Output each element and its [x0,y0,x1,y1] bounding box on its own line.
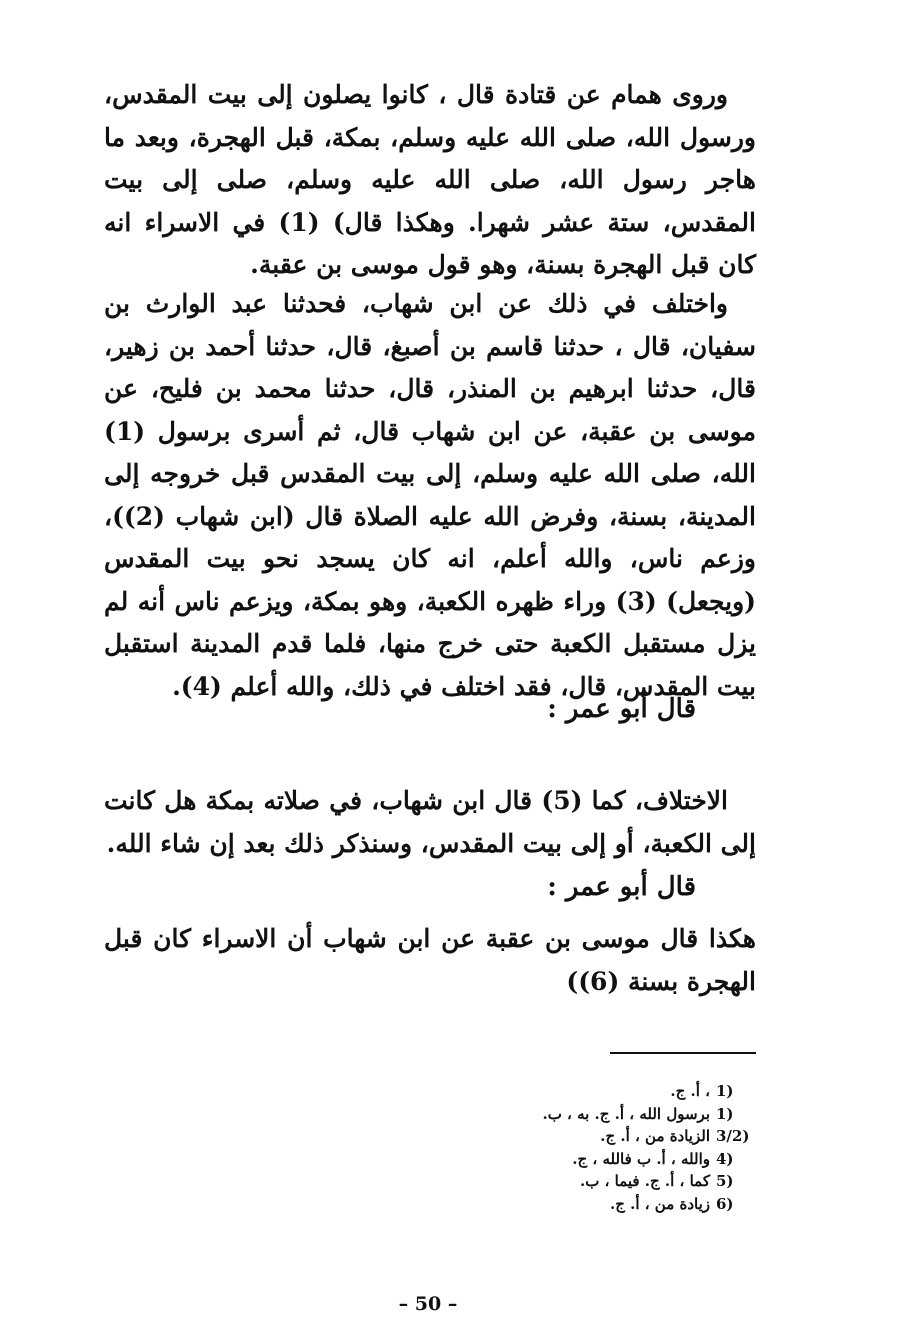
footnote-item [430,1170,756,1193]
footnote-number: 5) [716,1172,734,1190]
footnote-item [430,1080,756,1103]
footnote-item [430,1125,756,1148]
footnote-item [430,1103,756,1126]
paragraph-text: الاختلاف، كما (5) قال ابن شهاب، في صلاته بمكة هل كانت إلى الكعبة، أو إلى بيت المقدس، وسنذكر ذلك بعد إن شاء الله. [104,786,756,858]
footnote-item [430,1148,756,1171]
footnote-number: 3/2) [716,1127,750,1145]
footnote-number: 4) [716,1149,734,1168]
footnote-separator-rule [610,1052,756,1054]
paragraph-hammam-narration [104,74,756,287]
footnote-text: الزيادة من ، أ. ج. [600,1127,710,1145]
section-heading-abu-umar-second: قال أبو عمر : [547,872,696,902]
footnote-number: 1) [716,1104,734,1123]
footnotes-list [430,1080,756,1215]
paragraph-ikhtilaf [104,780,756,865]
footnote-text: والله ، أ. ب فالله ، ج. [572,1149,710,1168]
section-heading-abu-umar: قال أبو عمر : [547,694,696,724]
paragraph-text: وروى همام عن قتادة قال ، كانوا يصلون إلى بيت المقدس، ورسول الله، صلى الله عليه وسلم، بمكة، قبل الهجرة، وبعد ما هاجر رسول الله، صلى الله عليه وسلم، صلى إلى بيت المقدس، ستة عشر شهرا. وهكذا قال) (1) في الاسراء انه كان قبل الهجرة بسنة، وهو قول موسى بن عقبة. [104,80,756,279]
footnote-text: زيادة من ، أ. ج. [609,1194,710,1213]
paragraph-text: واختلف في ذلك عن ابن شهاب، فحدثنا عبد الوارث بن سفيان، قال ، حدثنا قاسم بن أصبغ، قال، حدثنا أحمد بن زهير، قال، حدثنا ابرهيم بن المنذر، قال، حدثنا محمد بن فليح، عن موسى بن عقبة، عن ابن شهاب قال، ثم أسرى برسول (1) الله، صلى الله عليه وسلم، إلى بيت المقدس قبل خروجه إلى المدينة، بسنة، وفرض الله عليه الصلاة قال (ابن شهاب (2))، وزعم ناس، والله أعلم، انه كان يسجد نحو بيت المقدس (ويجعل) (3) وراء ظهره الكعبة، وهو بمكة، ويزعم ناس أنه لم يزل مستقبل الكعبة حتى خرج منها، فلما قدم المدينة استقبل بيت المقدس، قال، فقد اختلف في ذلك، والله أعلم (4). [104,289,756,701]
footnote-text: كما ، أ. ج. فيما ، ب. [580,1172,710,1190]
paragraph-musa-ibn-uqba [104,918,756,1003]
footnote-item [430,1193,756,1216]
page-number: – 50 – [398,1293,458,1315]
footnote-text: ، أ. ج. [670,1082,710,1100]
footnote-number: 1) [716,1082,734,1100]
footnote-number: 6) [716,1194,734,1213]
paragraph-ibn-shihab-disagreement [104,283,756,708]
paragraph-text: هكذا قال موسى بن عقبة عن ابن شهاب أن الاسراء كان قبل الهجرة بسنة (6)) [104,924,756,996]
footnote-text: برسول الله ، أ. ج. به ، ب. [542,1104,710,1123]
